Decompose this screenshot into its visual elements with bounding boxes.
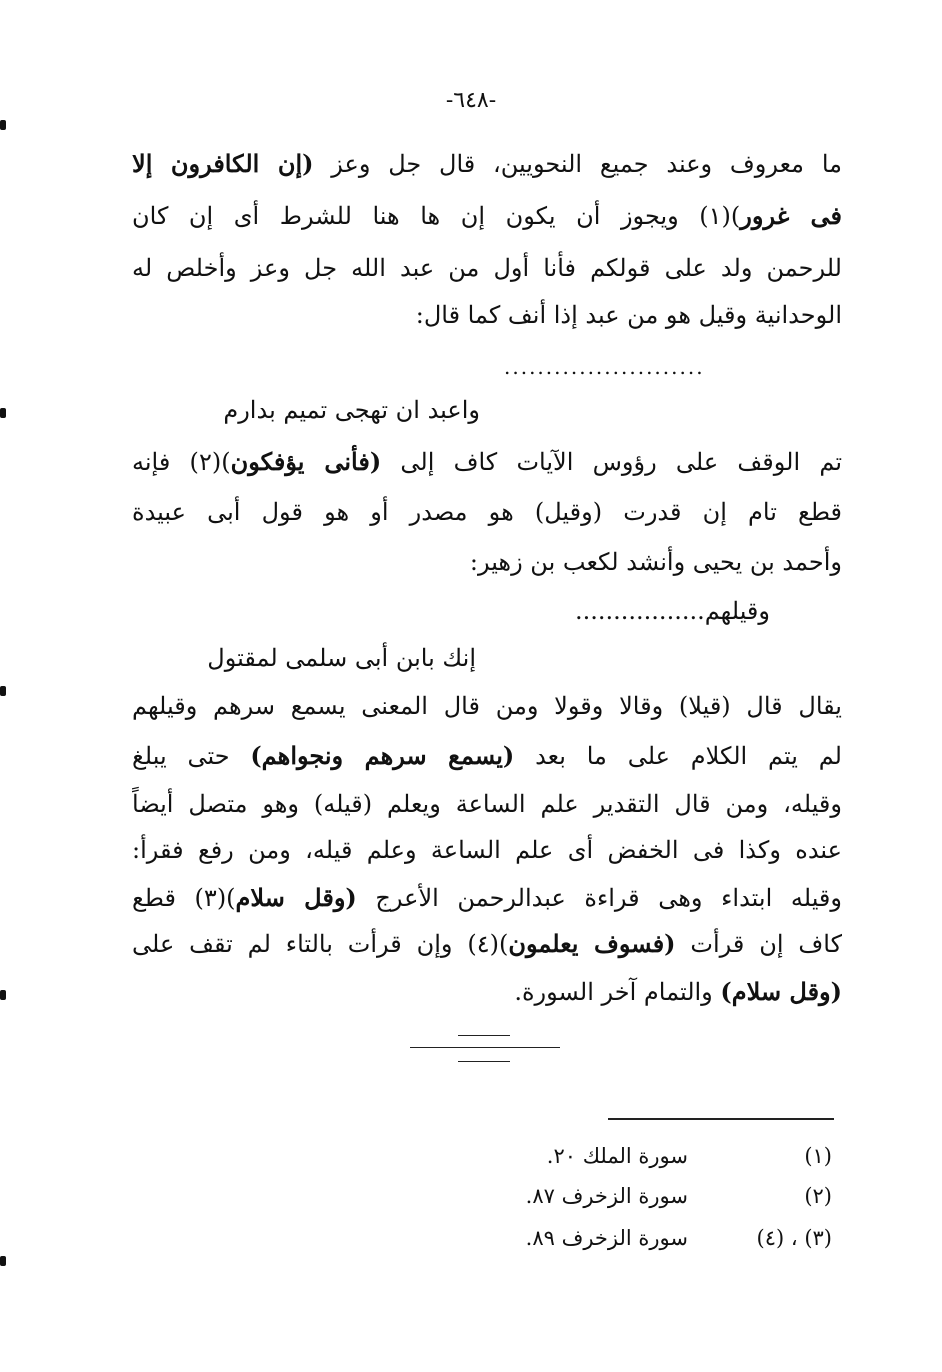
divider-line [410, 1047, 560, 1048]
text-line: يقال قال (قيلا) وقالا وقولا ومن قال المعنى يسمع سرهم وقيلهم [132, 692, 842, 720]
text-line: قطع تام إن قدرت (وقيل) هو مصدر أو هو قول أبى عبيدة [132, 498, 842, 526]
text-span: )(٣) قطع [132, 884, 236, 912]
poem-verse: إنك بابن أبى سلمى لمقتول [207, 644, 476, 672]
footnote-mark: (٢) [804, 1184, 832, 1208]
footnote-text: سورة الملك ٢٠. [546, 1144, 688, 1168]
footnote-text: سورة الزخرف ٨٧. [525, 1184, 688, 1208]
scan-edge-mark [0, 120, 6, 130]
text-span: والتمام آخر السورة. [514, 978, 721, 1006]
ellipsis-dots: ........................ [504, 355, 705, 379]
divider-line [458, 1061, 510, 1062]
footnote-rule [608, 1118, 834, 1120]
scan-edge-mark [0, 408, 6, 418]
quran-quote: (وقل سلام) [720, 977, 842, 1006]
text-span: حتى يبلغ [132, 742, 251, 770]
text-line: للرحمن ولد على قولكم فأنا أول من عبد الله جل وعز وأخلص له [132, 254, 842, 282]
quran-quote: (فأنى يؤفكون [230, 447, 382, 476]
text-line: وقيله، ومن قال التقدير علم الساعة ويعلم (قيله) وهو متصل أيضاً [132, 790, 842, 818]
text-span: تم الوقف على رؤوس الآيات كاف إلى [381, 448, 842, 476]
quran-quote: (وقل سلام [235, 883, 357, 912]
text-span: كاف إن قرأت [675, 930, 842, 958]
text-span: ما معروف وعند جميع النحويين، قال جل وعز [313, 150, 842, 178]
quran-quote: (يسمع سرهم ونجواهم) [250, 741, 515, 770]
text-span: لم يتم الكلام على ما بعد [514, 742, 842, 770]
text-span: )(٤) وإن قرأت بالتاء لم تقف على [132, 930, 509, 958]
text-line [132, 922, 842, 966]
text-line: الوحدانية وقيل هو من عبد إذا أنف كما قال: [415, 301, 842, 329]
scan-edge-mark [0, 990, 6, 1000]
text-line [132, 876, 842, 920]
text-line [132, 194, 842, 238]
quran-quote: (إن الكافرون إلا [132, 149, 314, 178]
footnote-mark: (١) [804, 1144, 832, 1168]
poem-verse: وقيلهم................. [575, 597, 770, 625]
text-line [132, 142, 842, 186]
text-line: وأحمد بن يحيى وأنشد لكعب بن زهير: [469, 548, 842, 576]
scan-edge-mark [0, 1256, 6, 1266]
text-line [132, 440, 842, 484]
text-span: )(١) ويجوز أن يكون إن ها هنا للشرط أى إن كان [132, 202, 741, 230]
scan-edge-mark [0, 686, 6, 696]
quran-quote: فى غرور [740, 201, 842, 230]
poem-verse: واعبد ان تهجى تميم بدارم [223, 396, 480, 424]
text-span: )(٢) فإنه [132, 448, 231, 476]
text-line [132, 970, 842, 1014]
divider-line [458, 1035, 510, 1036]
footnote-text: سورة الزخرف ٨٩. [525, 1226, 688, 1250]
page-number: -٦٤٨- [445, 88, 497, 113]
quran-quote: (فسوف يعلمون [508, 929, 676, 958]
footnote-mark: (٣) ، (٤) [756, 1226, 832, 1250]
text-line: عنده وكذا فى الخفض أى علم الساعة وعلم قيله، ومن رفع فقرأ: [132, 836, 842, 864]
text-line [132, 734, 842, 778]
text-span: وقيله ابتداء وهى قراءة عبدالرحمن الأعرج [356, 884, 842, 912]
